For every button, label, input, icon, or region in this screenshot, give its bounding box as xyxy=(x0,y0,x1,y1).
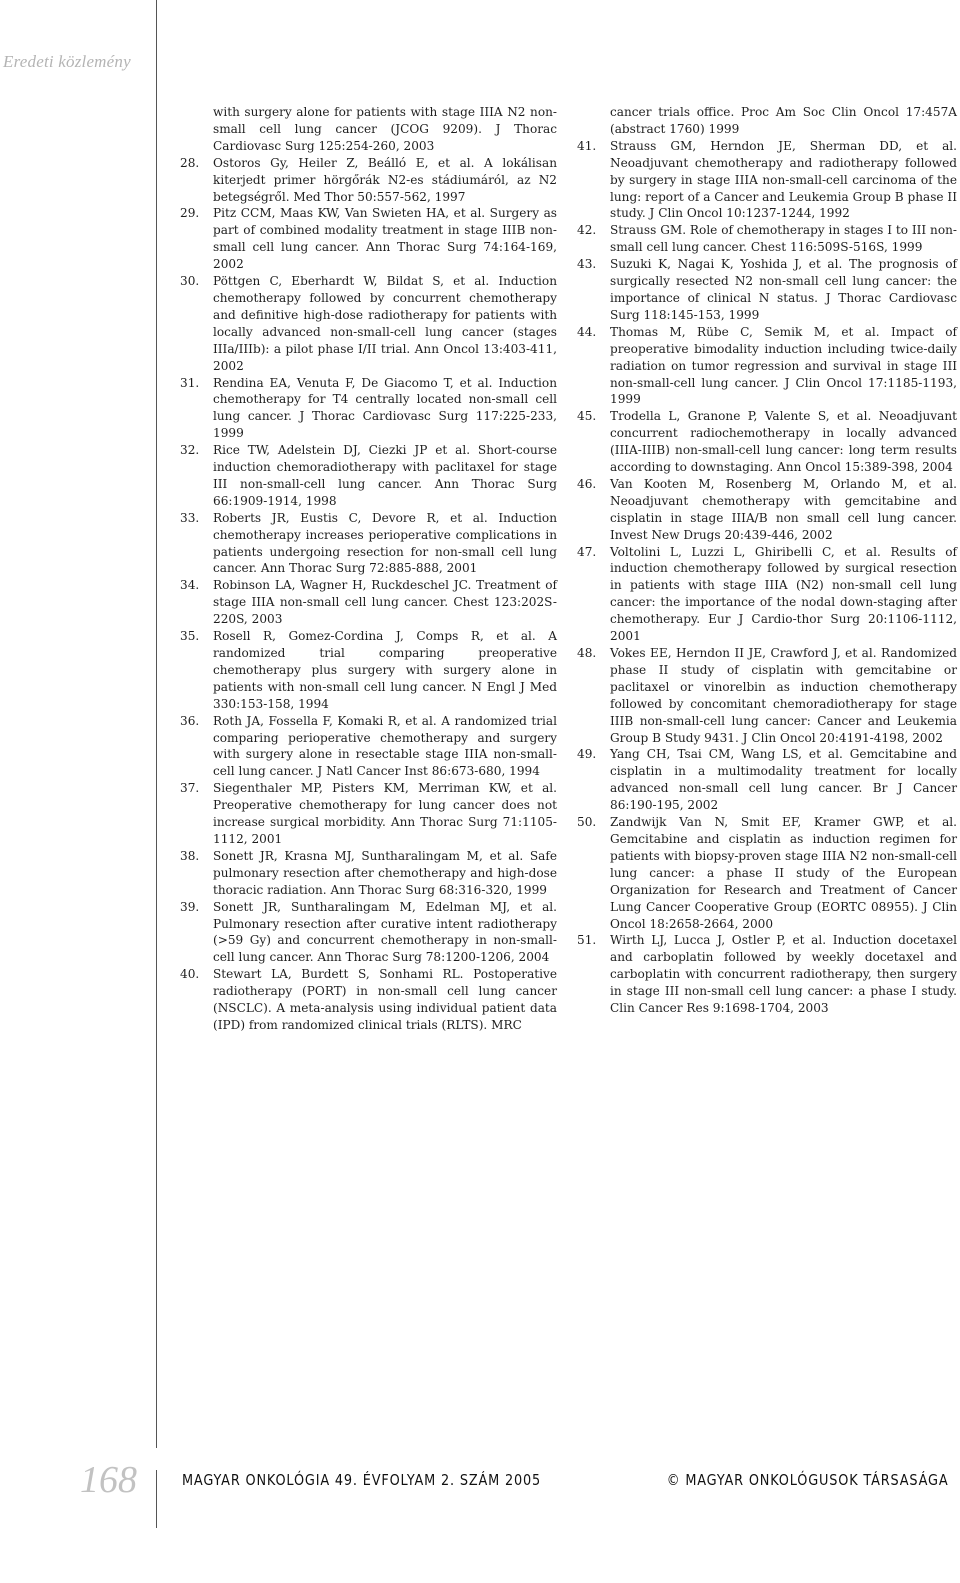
reference-text: Roth JA, Fossella F, Komaki R, et al. A randomized trial comparing perioperative chemotherapy and surgery with surgery alone in resectable stage IIIA non-small-cell lung cancer. J Natl Cancer Inst 86:673-680, 1994 xyxy=(213,713,557,779)
page-number: 168 xyxy=(80,1459,137,1501)
reference-text: Strauss GM, Herndon JE, Sherman DD, et al. Neoadjuvant chemotherapy and radiotherapy followed by surgery in stage IIIA non-small-cell carcinoma of the lung: report of a Cancer and Leukemia Group B phase II study. J Clin Oncol 10:1237-1244, 1992 xyxy=(610,138,957,221)
reference-item xyxy=(577,932,957,1017)
reference-number: 36. xyxy=(180,713,200,728)
reference-number: 33. xyxy=(180,510,200,525)
reference-item xyxy=(577,814,957,932)
reference-item xyxy=(577,645,957,746)
reference-text: Zandwijk Van N, Smit EF, Kramer GWP, et al. Gemcitabine and cisplatin as induction regimen for patients with biopsy-proven stage IIIA N2 non-small-cell lung cancer: a phase II study of the European Organization for Research and Treatment of Cancer Lung Cancer Cooperative Group (EORTC 08955). J Clin Oncol 18:2658-2664, 2000 xyxy=(610,815,957,931)
reference-item xyxy=(577,746,957,814)
reference-number: 50. xyxy=(577,815,597,830)
reference-number: 43. xyxy=(577,257,597,272)
reference-number: 28. xyxy=(180,155,200,170)
reference-item xyxy=(180,155,557,206)
reference-text: Stewart LA, Burdett S, Sonhami RL. Postoperative radiotherapy (PORT) in non-small cell lung cancer (NSCLC). A meta-analysis using individual patient data (IPD) from randomized clinical trials (RLTS). MRC xyxy=(213,967,557,1032)
reference-number: 42. xyxy=(577,223,597,238)
reference-number: 39. xyxy=(180,899,200,914)
references-left-column xyxy=(180,104,557,1034)
reference-number: 30. xyxy=(180,274,200,289)
reference-item xyxy=(180,510,557,578)
copyright-notice: © MAGYAR ONKOLÓGUSOK TÁRSASÁGA xyxy=(666,1471,948,1489)
reference-text: Ostoros Gy, Heiler Z, Beálló E, et al. A lokálisan kiterjedt primer hörgőrák N2-es stádiumáról, az N2 betegségről. Med Thor 50:557-562, 1997 xyxy=(213,155,557,204)
reference-number: 48. xyxy=(577,646,597,660)
reference-text: Van Kooten M, Rosenberg M, Orlando M, et al. Neoadjuvant chemotherapy with gemcitabine and cisplatin in stage IIIA/B non small cell lung cancer. Invest New Drugs 20:439-446, 2002 xyxy=(610,476,957,542)
section-label: Eredeti közlemény xyxy=(3,52,131,71)
reference-item xyxy=(180,713,557,781)
reference-number: 44. xyxy=(577,324,597,339)
reference-item xyxy=(180,205,557,273)
vertical-rule-bottom xyxy=(156,1470,157,1528)
reference-item xyxy=(180,273,557,374)
reference-text: Thomas M, Rübe C, Semik M, et al. Impact of preoperative bimodality induction including twice-daily radiation on tumor regression and survival in stage III non-small-cell lung cancer. J Clin Oncol 17:1185-1193, 1999 xyxy=(610,324,957,407)
reference-item xyxy=(180,899,557,967)
reference-item xyxy=(577,324,957,409)
reference-item xyxy=(180,375,557,443)
reference-text: Strauss GM. Role of chemotherapy in stages I to III non-small cell lung cancer. Chest 116:509S-516S, 1999 xyxy=(610,223,957,255)
reference-number: 29. xyxy=(180,206,200,221)
reference-item xyxy=(577,408,957,476)
reference-number: 34. xyxy=(180,578,200,593)
reference-text: Suzuki K, Nagai K, Yoshida J, et al. The prognosis of surgically resected N2 non-small cell lung cancer: the importance of clinical N status. J Thorac Cardiovasc Surg 118:145-153, 1999 xyxy=(610,257,957,322)
reference-number: 38. xyxy=(180,848,200,863)
reference-text: Wirth LJ, Lucca J, Ostler P, et al. Induction docetaxel and carboplatin followed by weekly docetaxel and carboplatin with concurrent radiotherapy, then surgery in stage III non-small cell lung cancer: a phase I study. Clin Cancer Res 9:1698-1704, 2003 xyxy=(610,933,957,1016)
reference-item xyxy=(180,628,557,713)
reference-item xyxy=(180,780,557,848)
reference-item xyxy=(577,222,957,256)
journal-title: MAGYAR ONKOLÓGIA 49. ÉVFOLYAM 2. SZÁM 2005 xyxy=(182,1471,542,1489)
reference-item xyxy=(577,256,957,324)
reference-number: 35. xyxy=(180,629,200,644)
reference-text: Sonett JR, Suntharalingam M, Edelman MJ, et al. Pulmonary resection after curative intent radiotherapy (>59 Gy) and concurrent chemotherapy in non-small-cell lung cancer. Ann Thorac Surg 78:1200-1206, 2004 xyxy=(213,899,557,965)
reference-number: 32. xyxy=(180,443,200,458)
reference-text: with surgery alone for patients with stage IIIA N2 non-small cell lung cancer (JCOG 9209). J Thorac Cardiovasc Surg 125:254-260, 2003 xyxy=(213,105,557,153)
reference-item xyxy=(180,104,557,155)
reference-number: 41. xyxy=(577,138,597,153)
reference-number: 40. xyxy=(180,967,200,982)
reference-text: Rice TW, Adelstein DJ, Ciezki JP et al. Short-course induction chemoradiotherapy with paclitaxel for stage III non-small-cell lung cancer. Ann Thorac Surg 66:1909-1914, 1998 xyxy=(213,443,557,508)
reference-text: Trodella L, Granone P, Valente S, et al. Neoadjuvant concurrent radiochemotherapy in locally advanced (IIIA-IIIB) non-small-cell lung cancer: long term results according to downstaging. Ann Oncol 15:389-398, 2004 xyxy=(610,409,957,475)
reference-item xyxy=(577,138,957,223)
reference-text: Siegenthaler MP, Pisters KM, Merriman KW, et al. Preoperative chemotherapy for lung cancer does not increase surgical morbidity. Ann Thorac Surg 71:1105-1112, 2001 xyxy=(213,781,557,846)
reference-text: Vokes EE, Herndon II JE, Crawford J, et al. Randomized phase II study of cisplatin with gemcitabine or paclitaxel or vinorelbin as induction chemotherapy followed by concomitant chemoradiotherapy for stage IIIB non-small-cell lung cancer: Cancer and Leukemia Group B Study 9431. J Clin Oncol 20:4191-4198, 2002 xyxy=(610,646,957,745)
reference-item xyxy=(577,544,957,645)
reference-text: Robinson LA, Wagner H, Ruckdeschel JC. Treatment of stage IIIA non-small cell lung cancer. Chest 123:202S-220S, 2003 xyxy=(213,578,557,627)
reference-text: Voltolini L, Luzzi L, Ghiribelli C, et al. Results of induction chemotherapy followed by surgical resection in patients with stage IIIA (N2) non-small cell lung cancer: the importance of the nodal down-staging after chemotherapy. Eur J Cardio-thor Surg 20:1106-1112, 2001 xyxy=(610,544,957,644)
reference-item xyxy=(180,577,557,628)
reference-text: Pöttgen C, Eberhardt W, Bildat S, et al. Induction chemotherapy followed by concurrent chemotherapy and definitive high-dose radiotherapy for patients with locally advanced non-small-cell lung cancer (stages IIIa/IIIb): a pilot phase I/II trial. Ann Oncol 13:403-411, 2002 xyxy=(213,274,557,373)
reference-item xyxy=(180,442,557,510)
reference-item xyxy=(180,966,557,1034)
reference-number: 37. xyxy=(180,781,200,796)
reference-item xyxy=(180,848,557,899)
reference-number: 31. xyxy=(180,375,200,390)
reference-number: 49. xyxy=(577,747,597,762)
reference-item xyxy=(577,104,957,138)
reference-text: Pitz CCM, Maas KW, Van Swieten HA, et al. Surgery as part of combined modality treatment in stage IIIB non-small cell lung cancer. Ann Thorac Surg 74:164-169, 2002 xyxy=(213,206,557,272)
vertical-rule-top xyxy=(156,0,157,1448)
reference-text: Roberts JR, Eustis C, Devore R, et al. Induction chemotherapy increases perioperative complications in patients undergoing resection for non-small cell lung cancer. Ann Thorac Surg 72:885-888, 2001 xyxy=(213,510,557,576)
reference-number: 46. xyxy=(577,476,597,491)
reference-number: 51. xyxy=(577,933,597,948)
references-right-column xyxy=(577,104,957,1017)
reference-text: Yang CH, Tsai CM, Wang LS, et al. Gemcitabine and cisplatin in a multimodality treatment for locally advanced non-small cell lung cancer. Br J Cancer 86:190-195, 2002 xyxy=(610,747,957,813)
reference-text: Sonett JR, Krasna MJ, Suntharalingam M, et al. Safe pulmonary resection after chemotherapy and high-dose thoracic radiation. Ann Thorac Surg 68:316-320, 1999 xyxy=(213,848,557,897)
reference-number: 45. xyxy=(577,409,597,424)
reference-text: Rendina EA, Venuta F, De Giacomo T, et al. Induction chemotherapy for T4 centrally located non-small cell lung cancer. J Thorac Cardiovasc Surg 117:225-233, 1999 xyxy=(213,375,557,441)
reference-number: 47. xyxy=(577,544,597,559)
reference-text: Rosell R, Gomez-Cordina J, Comps R, et al. A randomized trial comparing preoperative chemotherapy plus surgery with surgery alone in patients with non-small cell lung cancer. N Engl J Med 330:153-158, 1994 xyxy=(213,629,557,711)
reference-item xyxy=(577,476,957,544)
reference-text: cancer trials office. Proc Am Soc Clin Oncol 17:457A (abstract 1760) 1999 xyxy=(610,105,957,136)
